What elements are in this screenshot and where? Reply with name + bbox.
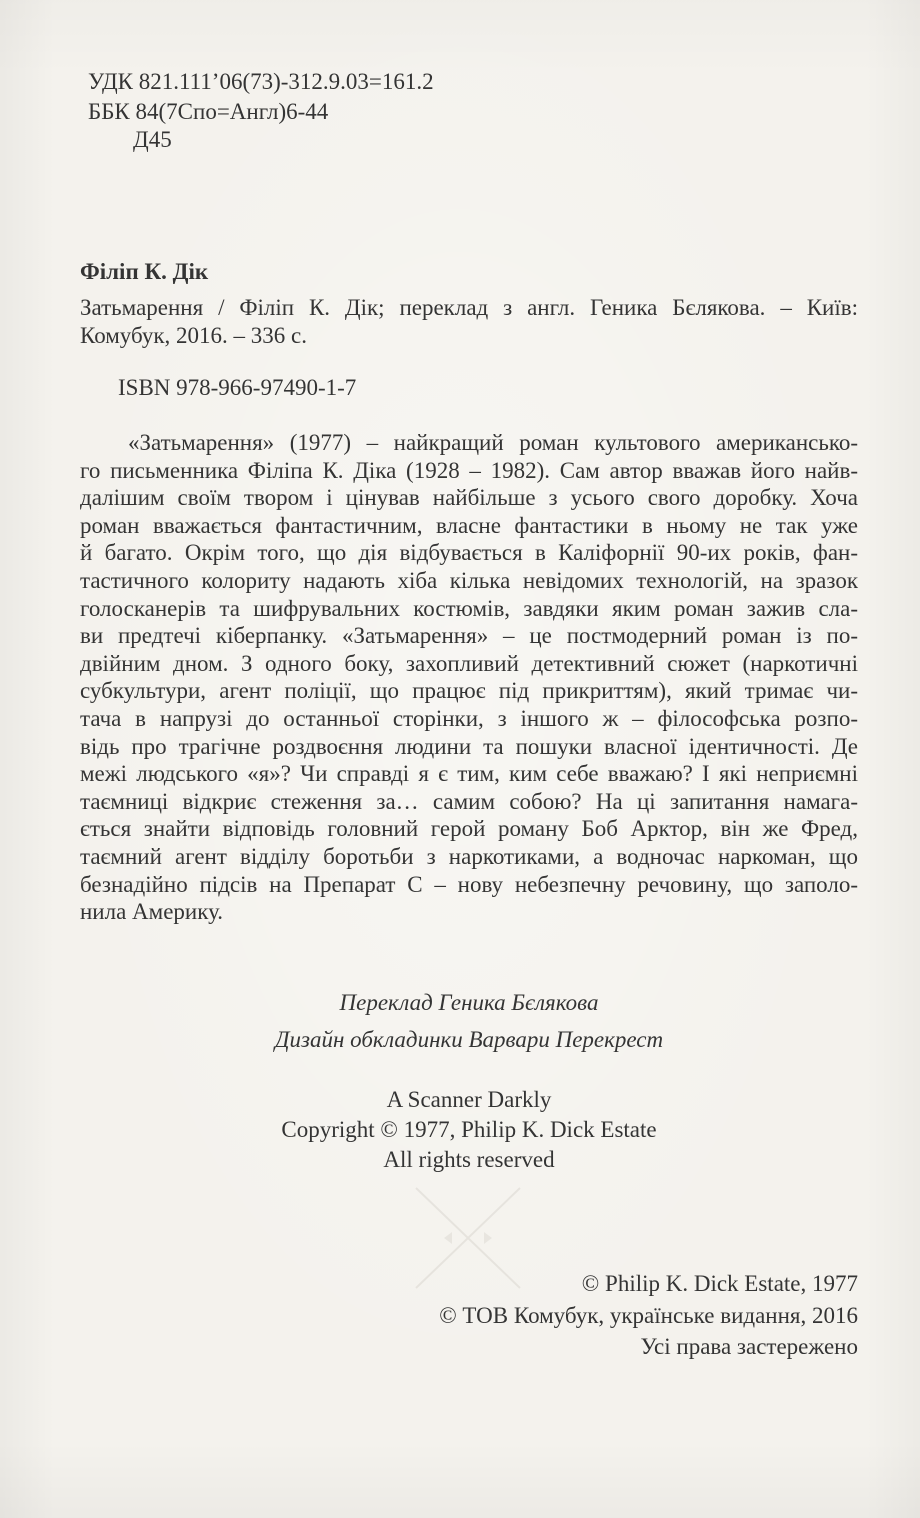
annotation-line: роман вважається фантастичним, власне фантастики в ньому не так уже xyxy=(80,512,858,538)
isbn: ISBN 978-966-97490-1-7 xyxy=(118,375,357,400)
bbk-code: ББК 84(7Спо=Англ)6-44 xyxy=(88,99,329,124)
annotation-line: «Затьмарення» (1977) – найкращий роман культового американсько- xyxy=(128,430,858,455)
udk-code: УДК 821.111’06(73)-312.9.03=161.2 xyxy=(88,69,434,94)
annotation-line: межі людського «я»? Чи справді я є тим, ким себе вважаю? І які неприємні xyxy=(80,761,858,787)
annotation-line: го письменника Філіпа К. Діка (1928 – 1982). Сам автор вважав його найв- xyxy=(80,457,858,483)
annotation-line: безнадійно підсів на Препарат С – нову небезпечну речовину, що заполо- xyxy=(80,871,858,897)
annotation-line: субкультури, агент поліції, що працює під прикриттям), який тримає чи- xyxy=(80,678,858,704)
catalog-author: Філіп К. Дік xyxy=(80,259,209,284)
cover-design-credit: Дизайн обкладинки Варвари Перекрест xyxy=(274,1027,664,1052)
original-copyright: Copyright © 1977, Philip K. Dick Estate xyxy=(281,1117,657,1142)
annotation-line: тастичного колориту надають хіба кілька невідомих технологій, на зразок xyxy=(80,567,858,593)
author-sign: Д45 xyxy=(133,127,172,152)
copyright-notice-estate: © Philip K. Dick Estate, 1977 xyxy=(581,1271,858,1296)
annotation-line: ви предтечі кіберпанку. «Затьмарення» – це постмодерний роман із по- xyxy=(80,623,858,649)
annotation-line: таємниці відкриє стеження за… самим собою? На ці запитання намага- xyxy=(80,788,858,814)
catalog-imprint-line: Комубук, 2016. – 336 с. xyxy=(80,323,307,348)
original-rights: All rights reserved xyxy=(383,1147,555,1172)
annotation-line: таємний агент відділу боротьби з наркотиками, а водночас наркоман, що xyxy=(80,843,858,869)
annotation-line: далішим своїм твором і цінував найбільше з усього свого доробку. Хоча xyxy=(80,485,858,511)
rights-reserved-notice: Усі права застережено xyxy=(640,1334,858,1359)
annotation-line: двійним дном. З одного боку, захопливий детективний сюжет (наркотичні xyxy=(80,650,858,676)
annotation-line: й багато. Окрім того, що дія відбувається в Каліфорнії 90-их років, фан- xyxy=(80,540,858,566)
catalog-title-line: Затьмарення / Філіп К. Дік; переклад з англ. Геника Бєлякова. – Київ: xyxy=(80,295,858,320)
copyright-notice-publisher: © ТОВ Комубук, українське видання, 2016 xyxy=(439,1303,858,1328)
annotation-line: голосканерів та шифрувальних костюмів, завдяки яким роман зажив сла- xyxy=(80,595,858,621)
annotation-line: нила Америку. xyxy=(80,899,224,925)
annotation-paragraph xyxy=(80,429,858,926)
annotation-line: ється знайти відповідь головний герой роману Боб Арктор, він же Фред, xyxy=(80,816,858,842)
original-title: A Scanner Darkly xyxy=(386,1087,552,1112)
annotation-line: тача в напрузі до останньої сторінки, з іншого ж – філософська розпо- xyxy=(80,705,858,731)
annotation-line: відь про трагічне роздвоєння людини та пошуки власної ідентичності. Де xyxy=(80,733,858,759)
translation-credit: Переклад Геника Бєлякова xyxy=(339,990,599,1015)
